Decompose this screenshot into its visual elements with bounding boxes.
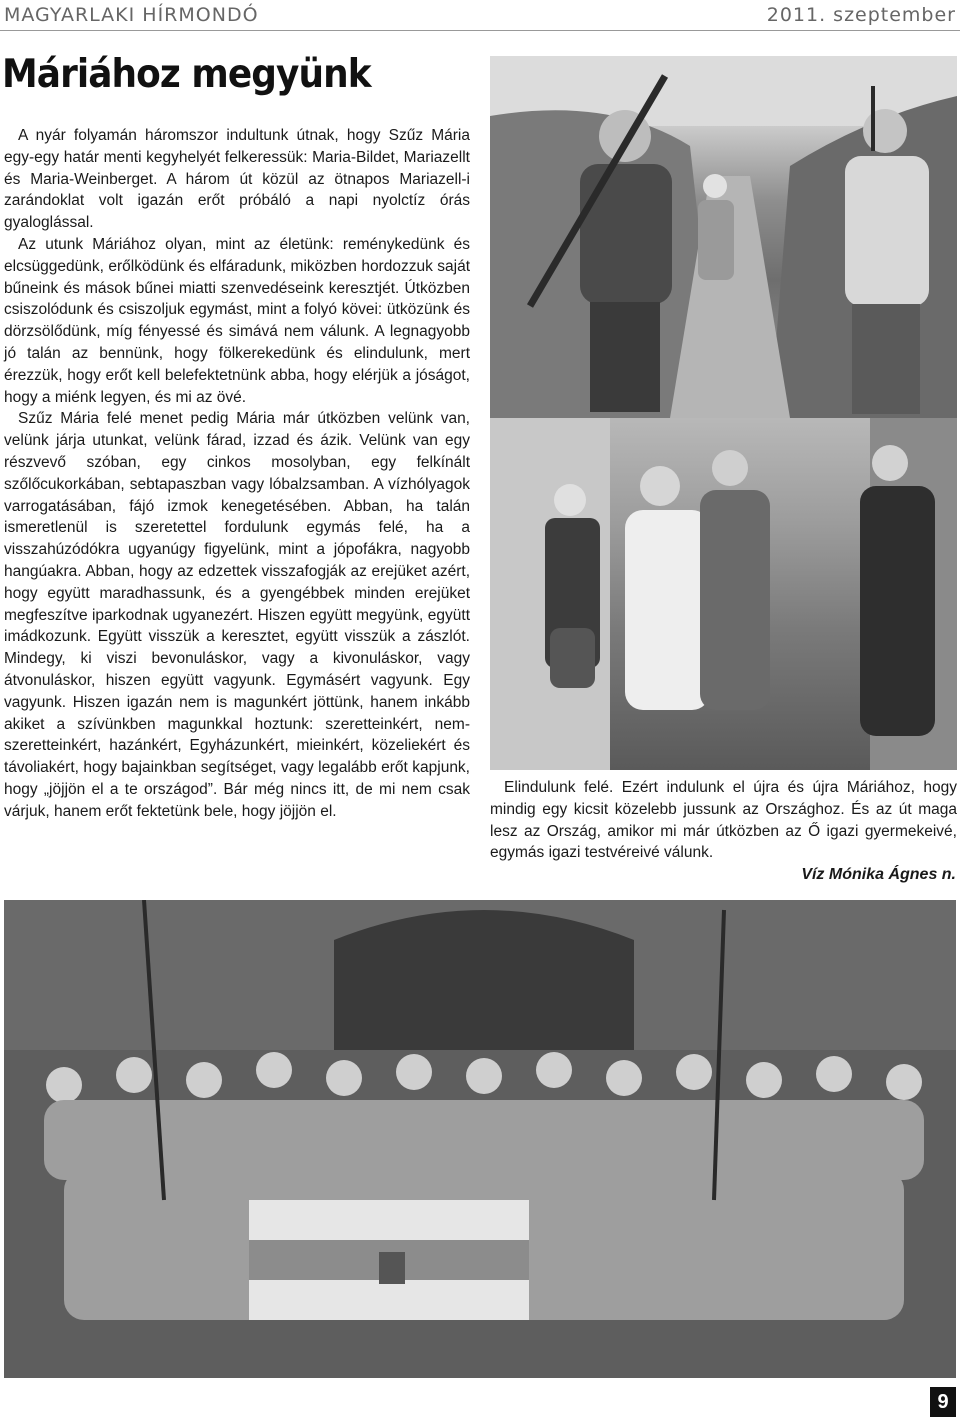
article-body xyxy=(4,125,470,823)
photo-caption xyxy=(490,777,957,864)
page-header xyxy=(0,0,960,31)
group-portrait-photo xyxy=(4,900,956,1378)
article-paragraph: Az utunk Máriához olyan, mint az életünk: reménykedünk és elcsüggedünk, erőlködünk és elfáradunk, miközben hordozzuk saját bűneink és mások bűnei miatti szenvedéseink keresztjét. Útközben csiszolódunk és csiszoljuk egymást, mint a folyó kövei: ütközünk és dörzsölődünk, míg fényessé és simává nem válunk. A legnagyobb jó talán az bennünk, hogy fölkerekedünk és elindulunk, mert érezzük, hogy erőt kell belefektetnünk abba, hogy elérjük a jóságot, hogy a miénk legyen, és mi az övé. xyxy=(4,235,470,406)
author-name: Víz Mónika Ágnes n. xyxy=(801,866,956,883)
pilgrims-group-photo xyxy=(490,418,957,770)
article-paragraph: Szűz Mária felé menet pedig Mária már útközben velünk van, velünk járja utunkat, velünk fárad, izzad és ázik. Velünk van egy részvevő szóban, egy cinkos mosolyban, egy felkínált szőlőcukorkában, sebtapaszban vagy lóbalzsamban. A vízhólyagok varrogatásában, fájó izmok kenegetésében. Abban, ha talán ismeretlenül is szeretettel fordulunk egymás felé, ha a visszahúzódókra ugyanúgy figyelünk, mint a jópofákra, nagyobb hangúakra. Abban, hogy az edzettek visszafogják az erejüket azért, hogy együtt maradhassunk, és a gyengébbek minden erejüket megfeszítve iparkodnak ugyanezért. Hiszen együtt megyünk, együtt imádkozunk. Együtt visszük a keresztet, együtt visszük a zászlót. Mindegy, ki viszi bevonuláskor, vagy a kivonuláskor, vagy átvonuláskor, hiszen együtt vagyunk. Egymásért vagyunk. Egy vagyunk. Hiszen igazán nem is magunkért jöttünk, hanem inkább akiket a szívünkben magunkkal hoztunk: szeretteinkért, nem-szeretteinkért, hazánkért, Egyházunkért, mieinkért, közeliekért és távoliakért, hogy bajainkban segítséget, vagy legalább erőt kapjunk, hogy „jöjjön el a te országod”. Bár még nincs itt, de mi nem csak várjuk, hanem erőt fektetünk bele, hogy jöjjön el. xyxy=(4,410,470,820)
article-title: Máriához megyünk xyxy=(2,52,371,97)
issue-date: 2011. szeptember xyxy=(766,4,956,26)
publication-name: MAGYARLAKI HÍRMONDÓ xyxy=(4,4,259,26)
article-paragraph: A nyár folyamán háromszor indultunk útnak, hogy Szűz Mária egy-egy határ menti kegyhelyét felkeressük: Maria-Bildet, Mariazellt és Maria-Weinberget. A három út közül az ötnapos Mariazell-i zarándoklat volt igazán erőt próbáló a napi nyolctíz órás gyaloglással. xyxy=(4,127,470,232)
caption-text: Elindulunk felé. Ezért indulunk el újra és újra Máriához, hogy mindig egy kicsit közelebb jussunk az Országhoz. És az út maga lesz az Ország, amikor mi már útközben az Ő igazi gyermekeivé, egymás igazi testvéreivé válunk. xyxy=(490,779,957,862)
page-number: 9 xyxy=(930,1387,956,1417)
pilgrims-walking-photo xyxy=(490,56,957,418)
